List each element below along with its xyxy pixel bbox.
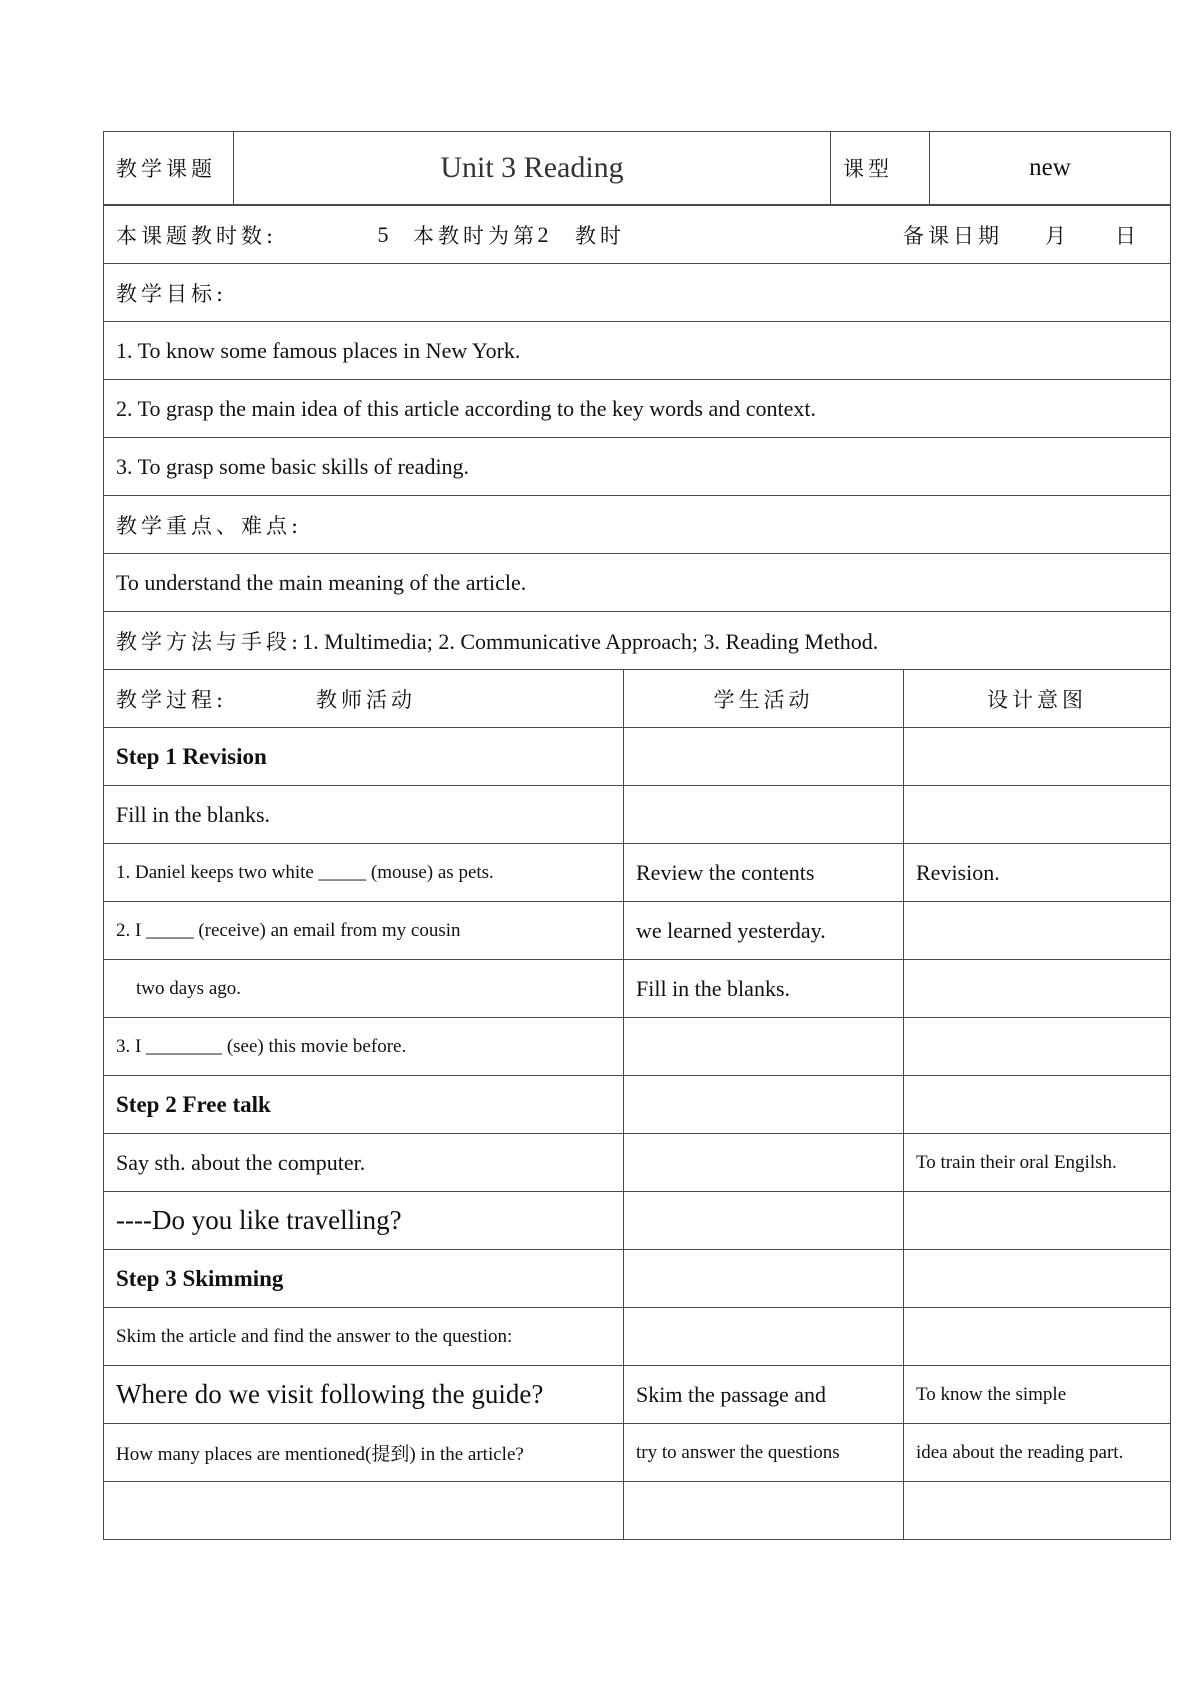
table-row bbox=[104, 1134, 1171, 1192]
student-cell bbox=[624, 728, 904, 786]
design-cell bbox=[904, 1018, 1171, 1076]
teacher-cell: 2. I _____ (receive) an email from my cousin bbox=[104, 902, 624, 960]
current-number: 2 bbox=[537, 221, 549, 247]
design-cell: To know the simple bbox=[904, 1366, 1171, 1424]
design-intent-header: 设计意图 bbox=[904, 670, 1171, 728]
teacher-cell: 1. Daniel keeps two white _____ (mouse) as pets. bbox=[104, 844, 624, 902]
table-row bbox=[104, 844, 1171, 902]
student-cell bbox=[624, 1076, 904, 1134]
design-cell bbox=[904, 1192, 1171, 1250]
student-cell bbox=[624, 1134, 904, 1192]
student-cell bbox=[624, 1482, 904, 1540]
header-table bbox=[103, 131, 1171, 205]
teacher-cell: ----Do you like travelling? bbox=[104, 1192, 624, 1250]
key-points-text: To understand the main meaning of the article. bbox=[104, 554, 1171, 612]
objectives-label: 教学目标: bbox=[104, 264, 1171, 322]
teacher-cell: two days ago. bbox=[104, 960, 624, 1018]
design-cell bbox=[904, 960, 1171, 1018]
table-row bbox=[104, 1482, 1171, 1540]
title-row bbox=[104, 132, 1171, 205]
table-row bbox=[104, 902, 1171, 960]
topic-label: 教学课题 bbox=[104, 132, 234, 205]
table-row bbox=[104, 786, 1171, 844]
process-label: 教学过程: bbox=[116, 687, 228, 712]
main-table bbox=[103, 205, 1171, 1540]
key-points-label-row bbox=[104, 496, 1171, 554]
date-day: 日 bbox=[1115, 223, 1140, 248]
teacher-cell: 3. I ________ (see) this movie before. bbox=[104, 1018, 624, 1076]
table-row bbox=[104, 960, 1171, 1018]
table-row bbox=[104, 1308, 1171, 1366]
teacher-cell: Where do we visit following the guide? bbox=[104, 1366, 624, 1424]
student-activity-header: 学生活动 bbox=[624, 670, 904, 728]
table-row bbox=[104, 1424, 1171, 1482]
table-row bbox=[104, 1076, 1171, 1134]
objective-row bbox=[104, 322, 1171, 380]
student-cell bbox=[624, 1192, 904, 1250]
table-row bbox=[104, 728, 1171, 786]
teacher-cell bbox=[104, 1482, 624, 1540]
design-cell bbox=[904, 902, 1171, 960]
design-cell bbox=[904, 1482, 1171, 1540]
objective-item: 1. To know some famous places in New York. bbox=[104, 322, 1171, 380]
student-cell bbox=[624, 786, 904, 844]
table-row bbox=[104, 1366, 1171, 1424]
design-cell bbox=[904, 1250, 1171, 1308]
teacher-cell: How many places are mentioned(提到) in the article? bbox=[104, 1424, 624, 1482]
teacher-activity-header: 教师活动 bbox=[316, 687, 416, 712]
process-header-row bbox=[104, 670, 1171, 728]
hours-line bbox=[116, 220, 1158, 250]
objective-item: 3. To grasp some basic skills of reading. bbox=[104, 438, 1171, 496]
type-label: 课型 bbox=[831, 132, 930, 205]
teacher-cell: Fill in the blanks. bbox=[104, 786, 624, 844]
date-month: 月 bbox=[1045, 223, 1070, 248]
table-row bbox=[104, 1018, 1171, 1076]
objective-row bbox=[104, 380, 1171, 438]
key-points-row bbox=[104, 554, 1171, 612]
student-cell: Fill in the blanks. bbox=[624, 960, 904, 1018]
current-label: 本教时为第 bbox=[413, 223, 538, 248]
design-cell bbox=[904, 1308, 1171, 1366]
student-cell: try to answer the questions bbox=[624, 1424, 904, 1482]
student-cell bbox=[624, 1308, 904, 1366]
lesson-plan-sheet bbox=[103, 131, 1170, 1540]
hours-total: 5 bbox=[377, 221, 389, 247]
design-cell: Revision. bbox=[904, 844, 1171, 902]
teacher-cell: Skim the article and find the answer to the question: bbox=[104, 1308, 624, 1366]
type-value: new bbox=[930, 132, 1171, 205]
student-cell: Review the contents bbox=[624, 844, 904, 902]
methods-text: 1. Multimedia; 2. Communicative Approach; 3. Reading Method. bbox=[302, 628, 879, 654]
design-cell bbox=[904, 728, 1171, 786]
student-cell bbox=[624, 1250, 904, 1308]
student-cell bbox=[624, 1018, 904, 1076]
design-cell bbox=[904, 786, 1171, 844]
design-cell: To train their oral Engilsh. bbox=[904, 1134, 1171, 1192]
methods-row bbox=[104, 612, 1171, 670]
topic-value: Unit 3 Reading bbox=[234, 132, 831, 205]
hours-row bbox=[104, 206, 1171, 264]
objectives-label-row bbox=[104, 264, 1171, 322]
table-row bbox=[104, 1192, 1171, 1250]
teacher-cell: Step 3 Skimming bbox=[104, 1250, 624, 1308]
teacher-cell: Step 1 Revision bbox=[104, 728, 624, 786]
objective-item: 2. To grasp the main idea of this article according to the key words and context. bbox=[104, 380, 1171, 438]
objective-row bbox=[104, 438, 1171, 496]
key-points-label: 教学重点、难点: bbox=[104, 496, 1171, 554]
hours-label: 本课题教时数: bbox=[116, 223, 278, 248]
methods-label: 教学方法与手段: bbox=[116, 629, 303, 654]
current-unit: 教时 bbox=[575, 223, 625, 248]
date-label: 备课日期 bbox=[903, 223, 1003, 248]
design-cell bbox=[904, 1076, 1171, 1134]
teacher-cell: Say sth. about the computer. bbox=[104, 1134, 624, 1192]
student-cell: we learned yesterday. bbox=[624, 902, 904, 960]
table-row bbox=[104, 1250, 1171, 1308]
student-cell: Skim the passage and bbox=[624, 1366, 904, 1424]
teacher-cell: Step 2 Free talk bbox=[104, 1076, 624, 1134]
design-cell: idea about the reading part. bbox=[904, 1424, 1171, 1482]
